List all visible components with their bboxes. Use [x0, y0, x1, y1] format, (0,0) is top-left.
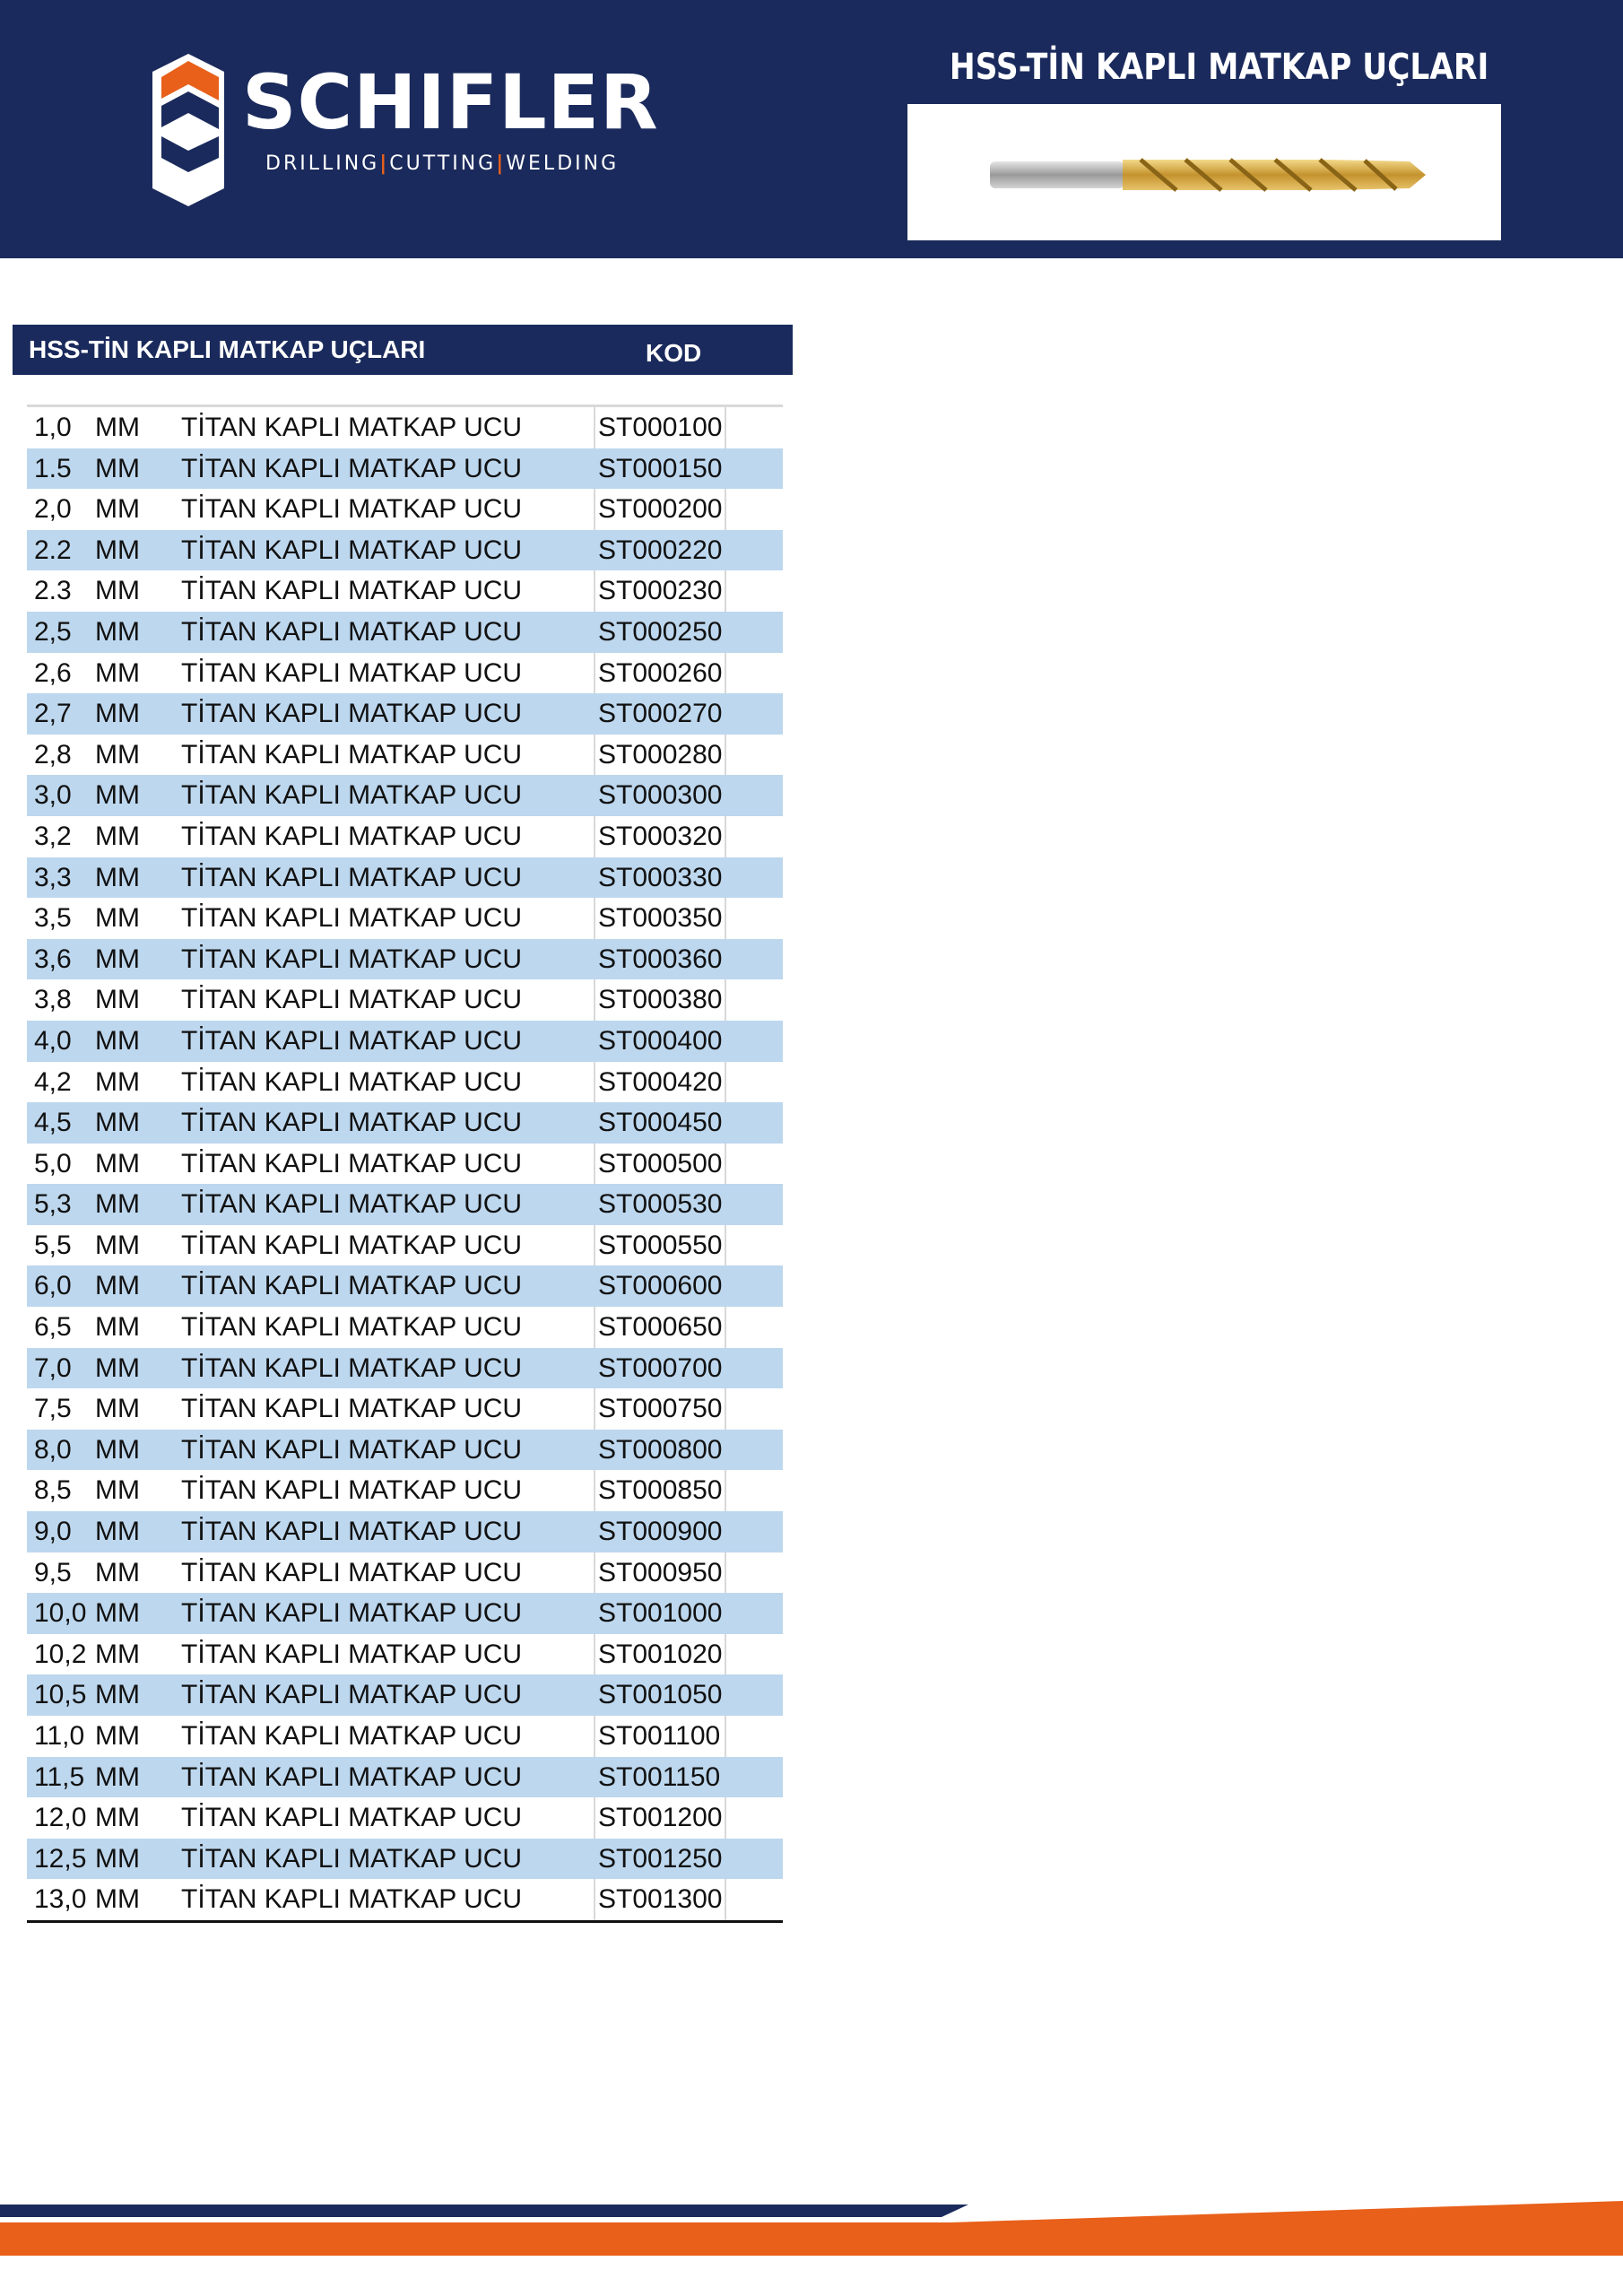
- size-cell: 10,2: [34, 1639, 87, 1669]
- brand-name: SCHIFLER: [242, 58, 659, 146]
- table-row: [27, 1797, 783, 1839]
- description-cell: TİTAN KAPLI MATKAP UCU: [181, 944, 523, 974]
- unit-cell: MM: [95, 1394, 140, 1424]
- table-row: [27, 939, 783, 980]
- description-cell: TİTAN KAPLI MATKAP UCU: [181, 1230, 523, 1260]
- code-cell: ST000600: [598, 1271, 723, 1301]
- table-row: [27, 1265, 783, 1307]
- description-cell: TİTAN KAPLI MATKAP UCU: [181, 453, 523, 483]
- unit-cell: MM: [95, 780, 140, 811]
- unit-cell: MM: [95, 985, 140, 1015]
- unit-cell: MM: [95, 1639, 140, 1669]
- unit-cell: MM: [95, 1680, 140, 1710]
- size-cell: 7,0: [34, 1352, 72, 1383]
- description-cell: TİTAN KAPLI MATKAP UCU: [181, 616, 523, 647]
- description-cell: TİTAN KAPLI MATKAP UCU: [181, 862, 523, 892]
- description-cell: TİTAN KAPLI MATKAP UCU: [181, 1884, 523, 1915]
- unit-cell: MM: [95, 1312, 140, 1343]
- header-banner: [0, 0, 1623, 258]
- unit-cell: MM: [95, 1230, 140, 1260]
- description-cell: TİTAN KAPLI MATKAP UCU: [181, 1271, 523, 1301]
- table-row: [27, 530, 783, 571]
- size-cell: 4,2: [34, 1066, 72, 1097]
- code-cell: ST000320: [598, 821, 723, 851]
- description-cell: TİTAN KAPLI MATKAP UCU: [181, 1148, 523, 1178]
- code-cell: ST000900: [598, 1517, 723, 1547]
- unit-cell: MM: [95, 1475, 140, 1506]
- code-cell: ST000280: [598, 739, 723, 770]
- code-cell: ST000500: [598, 1148, 723, 1178]
- unit-cell: MM: [95, 1803, 140, 1833]
- table-row: [27, 1716, 783, 1757]
- description-cell: TİTAN KAPLI MATKAP UCU: [181, 1598, 523, 1629]
- table-row: [27, 1511, 783, 1552]
- code-cell: ST000850: [598, 1475, 723, 1506]
- table-title: HSS-TİN KAPLI MATKAP UÇLARI: [29, 335, 426, 363]
- table-row: [27, 448, 783, 490]
- code-cell: ST000750: [598, 1394, 723, 1424]
- unit-cell: MM: [95, 494, 140, 525]
- size-cell: 3,6: [34, 944, 72, 974]
- description-cell: TİTAN KAPLI MATKAP UCU: [181, 1843, 523, 1874]
- unit-cell: MM: [95, 903, 140, 934]
- description-cell: TİTAN KAPLI MATKAP UCU: [181, 494, 523, 525]
- description-cell: TİTAN KAPLI MATKAP UCU: [181, 1108, 523, 1138]
- size-cell: 4,0: [34, 1025, 72, 1056]
- tagline-separator: |: [379, 152, 390, 175]
- tagline-separator: |: [496, 152, 507, 175]
- code-cell: ST000380: [598, 985, 723, 1015]
- size-cell: 8,0: [34, 1434, 72, 1465]
- size-cell: 5,0: [34, 1148, 72, 1178]
- description-cell: TİTAN KAPLI MATKAP UCU: [181, 739, 523, 770]
- description-cell: TİTAN KAPLI MATKAP UCU: [181, 1517, 523, 1547]
- table-header: [13, 325, 793, 375]
- code-cell: ST000150: [598, 453, 723, 483]
- code-cell: ST001000: [598, 1598, 723, 1629]
- unit-cell: MM: [95, 1108, 140, 1138]
- size-cell: 5,3: [34, 1189, 72, 1220]
- code-cell: ST000950: [598, 1557, 723, 1587]
- table-row: [27, 570, 783, 612]
- size-cell: 7,5: [34, 1394, 72, 1424]
- table-row: [27, 1634, 783, 1675]
- size-cell: 3,2: [34, 821, 72, 851]
- table-row: [27, 1674, 783, 1716]
- table-row: [27, 857, 783, 899]
- size-cell: 3,8: [34, 985, 72, 1015]
- description-cell: TİTAN KAPLI MATKAP UCU: [181, 821, 523, 851]
- unit-cell: MM: [95, 1517, 140, 1547]
- table-row: [27, 1348, 783, 1389]
- size-cell: 13,0: [34, 1884, 87, 1915]
- unit-cell: MM: [95, 1066, 140, 1097]
- description-cell: TİTAN KAPLI MATKAP UCU: [181, 1312, 523, 1343]
- code-cell: ST000530: [598, 1189, 723, 1220]
- code-cell: ST000400: [598, 1025, 723, 1056]
- table-row: [27, 1225, 783, 1266]
- table-row: [27, 1430, 783, 1471]
- code-cell: ST000220: [598, 535, 723, 565]
- size-cell: 2.3: [34, 576, 72, 606]
- size-cell: 12,0: [34, 1803, 87, 1833]
- size-cell: 9,5: [34, 1557, 72, 1587]
- description-cell: TİTAN KAPLI MATKAP UCU: [181, 1680, 523, 1710]
- description-cell: TİTAN KAPLI MATKAP UCU: [181, 1025, 523, 1056]
- table-row: [27, 1062, 783, 1103]
- unit-cell: MM: [95, 699, 140, 729]
- code-cell: ST000260: [598, 657, 723, 688]
- description-cell: TİTAN KAPLI MATKAP UCU: [181, 413, 523, 442]
- table-row: [27, 979, 783, 1021]
- table-row: [27, 653, 783, 694]
- size-cell: 6,0: [34, 1271, 72, 1301]
- unit-cell: MM: [95, 1884, 140, 1915]
- code-cell: ST000200: [598, 494, 723, 525]
- unit-cell: MM: [95, 1598, 140, 1629]
- header-title: HSS-TİN KAPLI MATKAP UÇLARI: [949, 47, 1489, 88]
- tagline-welding: WELDING: [506, 152, 620, 175]
- unit-cell: MM: [95, 1434, 140, 1465]
- description-cell: TİTAN KAPLI MATKAP UCU: [181, 1189, 523, 1220]
- description-cell: TİTAN KAPLI MATKAP UCU: [181, 1066, 523, 1097]
- table-row: [27, 1307, 783, 1348]
- description-cell: TİTAN KAPLI MATKAP UCU: [181, 780, 523, 811]
- code-cell: ST000800: [598, 1434, 723, 1465]
- table-row: [27, 489, 783, 530]
- description-cell: TİTAN KAPLI MATKAP UCU: [181, 576, 523, 606]
- unit-cell: MM: [95, 1721, 140, 1751]
- unit-cell: MM: [95, 821, 140, 851]
- description-cell: TİTAN KAPLI MATKAP UCU: [181, 1761, 523, 1792]
- product-image-box: [907, 104, 1501, 240]
- description-cell: TİTAN KAPLI MATKAP UCU: [181, 1639, 523, 1669]
- unit-cell: MM: [95, 1557, 140, 1587]
- code-cell: ST000650: [598, 1312, 723, 1343]
- size-cell: 11,0: [34, 1721, 85, 1751]
- code-cell: ST001250: [598, 1843, 723, 1874]
- unit-cell: MM: [95, 739, 140, 770]
- size-cell: 2.2: [34, 535, 72, 565]
- description-cell: TİTAN KAPLI MATKAP UCU: [181, 535, 523, 565]
- table-row: [27, 1593, 783, 1634]
- size-cell: 2,8: [34, 739, 72, 770]
- code-cell: ST000230: [598, 576, 723, 606]
- unit-cell: MM: [95, 1761, 140, 1792]
- table-row: [27, 898, 783, 939]
- description-cell: TİTAN KAPLI MATKAP UCU: [181, 1352, 523, 1383]
- description-cell: TİTAN KAPLI MATKAP UCU: [181, 699, 523, 729]
- size-cell: 3,0: [34, 780, 72, 811]
- description-cell: TİTAN KAPLI MATKAP UCU: [181, 1434, 523, 1465]
- unit-cell: MM: [95, 616, 140, 647]
- size-cell: 9,0: [34, 1517, 72, 1547]
- table-row: [27, 693, 783, 735]
- size-cell: 3,5: [34, 903, 72, 934]
- unit-cell: MM: [95, 576, 140, 606]
- description-cell: TİTAN KAPLI MATKAP UCU: [181, 657, 523, 688]
- table-row: [27, 735, 783, 776]
- code-cell: ST000300: [598, 780, 723, 811]
- table-row: [27, 1102, 783, 1144]
- code-cell: ST000330: [598, 862, 723, 892]
- size-cell: 1,0: [34, 413, 72, 442]
- size-cell: 10,0: [34, 1598, 87, 1629]
- table-row: [27, 1144, 783, 1185]
- table-row: [27, 1388, 783, 1430]
- size-cell: 2,6: [34, 657, 72, 688]
- description-cell: TİTAN KAPLI MATKAP UCU: [181, 1721, 523, 1751]
- tagline-cutting: CUTTING: [389, 152, 497, 175]
- code-cell: ST000270: [598, 699, 723, 729]
- table-row: [27, 775, 783, 816]
- unit-cell: MM: [95, 1271, 140, 1301]
- unit-cell: MM: [95, 453, 140, 483]
- tagline-drilling: DRILLING: [265, 152, 380, 175]
- code-cell: ST001300: [598, 1884, 723, 1915]
- code-cell: ST001200: [598, 1803, 723, 1833]
- code-cell: ST000700: [598, 1352, 723, 1383]
- code-cell: ST001020: [598, 1639, 723, 1669]
- unit-cell: MM: [95, 862, 140, 892]
- code-cell: ST001150: [598, 1761, 721, 1792]
- size-cell: 2,5: [34, 616, 72, 647]
- brand-tagline: [265, 152, 619, 175]
- description-cell: TİTAN KAPLI MATKAP UCU: [181, 903, 523, 934]
- code-cell: ST000550: [598, 1230, 723, 1260]
- table-row: [27, 1839, 783, 1880]
- unit-cell: MM: [95, 1843, 140, 1874]
- size-cell: 12,5: [34, 1843, 87, 1874]
- table-row: [27, 1021, 783, 1062]
- footer-stripes: [0, 2188, 1623, 2296]
- unit-cell: MM: [95, 535, 140, 565]
- unit-cell: MM: [95, 944, 140, 974]
- size-cell: 2,7: [34, 699, 72, 729]
- unit-cell: MM: [95, 657, 140, 688]
- code-cell: ST000360: [598, 944, 723, 974]
- code-cell: ST001050: [598, 1680, 723, 1710]
- size-cell: 11,5: [34, 1761, 85, 1792]
- table-row: [27, 816, 783, 857]
- size-cell: 10,5: [34, 1680, 87, 1710]
- size-cell: 3,3: [34, 862, 72, 892]
- table-row: [27, 1757, 783, 1798]
- drill-bit-icon: [907, 104, 1501, 240]
- description-cell: TİTAN KAPLI MATKAP UCU: [181, 1803, 523, 1833]
- product-table: [27, 404, 783, 1923]
- code-column-header: KOD: [646, 339, 702, 367]
- size-cell: 6,5: [34, 1312, 72, 1343]
- table-row: [27, 407, 783, 448]
- unit-cell: MM: [95, 1148, 140, 1178]
- code-cell: ST001100: [598, 1721, 721, 1751]
- description-cell: TİTAN KAPLI MATKAP UCU: [181, 1557, 523, 1587]
- table-row: [27, 612, 783, 653]
- code-cell: ST000420: [598, 1066, 723, 1097]
- size-cell: 2,0: [34, 494, 72, 525]
- description-cell: TİTAN KAPLI MATKAP UCU: [181, 1394, 523, 1424]
- table-row: [27, 1184, 783, 1225]
- code-cell: ST000350: [598, 903, 723, 934]
- unit-cell: MM: [95, 1025, 140, 1056]
- unit-cell: MM: [95, 1189, 140, 1220]
- code-cell: ST000100: [598, 413, 723, 442]
- unit-cell: MM: [95, 413, 140, 442]
- table-row: [27, 1470, 783, 1511]
- description-cell: TİTAN KAPLI MATKAP UCU: [181, 1475, 523, 1506]
- size-cell: 8,5: [34, 1475, 72, 1506]
- code-cell: ST000450: [598, 1108, 723, 1138]
- size-cell: 5,5: [34, 1230, 72, 1260]
- table-row: [27, 1552, 783, 1594]
- description-cell: TİTAN KAPLI MATKAP UCU: [181, 985, 523, 1015]
- size-cell: 1.5: [34, 453, 72, 483]
- code-cell: ST000250: [598, 616, 723, 647]
- unit-cell: MM: [95, 1352, 140, 1383]
- size-cell: 4,5: [34, 1108, 72, 1138]
- table-row: [27, 1879, 783, 1920]
